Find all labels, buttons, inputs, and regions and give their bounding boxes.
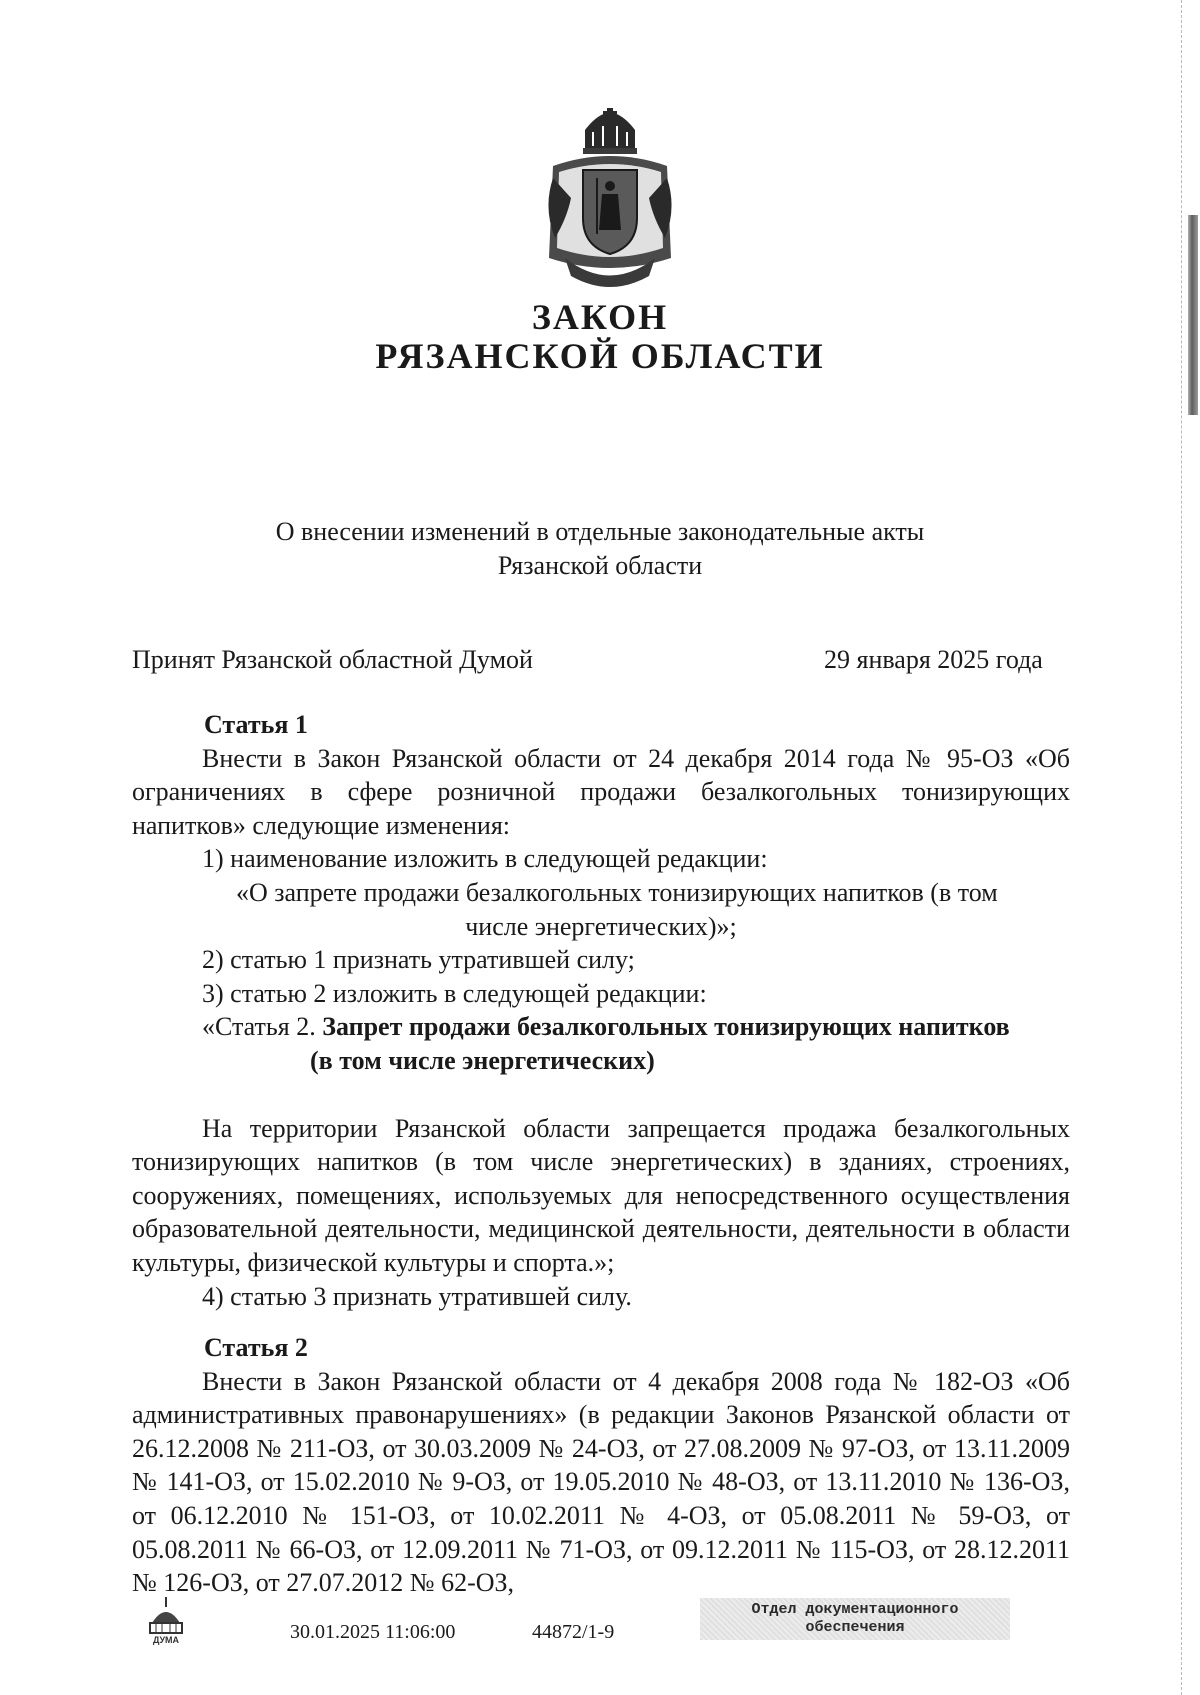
duma-logo-text: ДУМА [152,1635,180,1645]
article1-item1-quote-line1: «О запрете продажи безалкогольных тонизирующих напитков (в том [236,877,998,907]
article1-item1: 1) наименование изложить в следующей редакции: [202,844,768,874]
law-title: ЗАКОН [531,297,669,337]
new-article-title-line2: (в том числе энергетических) [310,1045,655,1075]
stamp-line1: Отдел документационного [751,1601,959,1618]
stamp-line2: обеспечения [805,1619,905,1636]
department-stamp [700,1598,1010,1640]
scan-edge [1181,0,1200,1695]
article1-item1-quote-line2: числе энергетических)»; [465,911,737,941]
law-subject [0,515,1200,583]
adoption-date: 29 января 2025 года [824,645,1043,674]
article1-heading: Статья 1 [204,710,308,739]
duma-logo-icon [142,1595,190,1645]
article1-item3: 3) статью 2 изложить в следующей редакции: [202,978,707,1008]
law-body [132,708,1070,1600]
adoption-body: Принят Рязанской областной Думой [132,645,533,674]
spacer [132,1313,1070,1331]
law-subject-line2: Рязанской области [497,551,703,580]
new-article-text: На территории Рязанской области запрещается продажа безалкогольных тонизирующих напитков (в том числе энергетических) в зданиях, строениях, сооружениях, помещениях, используемых для непосредственного осуществления образовательной деятельности, медицинской деятельности, деятельности в области культуры, физической культуры и спорта.»; [132,1113,1070,1277]
law-region-title: РЯЗАНСКОЙ ОБЛАСТИ [375,336,825,376]
new-article-prefix: «Статья 2. [202,1012,323,1042]
coat-of-arms-svg [545,108,675,298]
article2-heading: Статья 2 [204,1333,308,1363]
new-article-heading [132,1010,1070,1044]
spacer [132,1078,1070,1112]
footer-reg-number: 44872/1-9 [532,1621,615,1643]
law-subject-line1: О внесении изменений в отдельные законодательные акты [275,517,925,546]
footer-datetime: 30.01.2025 11:06:00 [290,1621,456,1643]
coat-of-arms-icon [545,108,675,298]
article2-intro: Внести в Закон Рязанской области от 4 декабря 2008 года № 182-ОЗ «Об административных правонарушениях» (в редакции Законов Рязанской области от 26.12.2008 № 211-ОЗ, от 30.03.2009 № 24-ОЗ, от 27.08.2009 № 97-ОЗ, от 13.11.2009 № 141-ОЗ, от 15.02.2010 № 9-ОЗ, от 19.05.2010 № 48-ОЗ, от 13.11.2010 № 136-ОЗ, от 06.12.2010 № 151-ОЗ, от 10.02.2011 № 4-ОЗ, от 05.08.2011 № 59-ОЗ, от 05.08.2011 № 66-ОЗ, от 12.09.2011 № 71-ОЗ, от 09.12.2011 № 115-ОЗ, от 28.12.2011 № 126-ОЗ, от 27.07.2012 № 62-ОЗ, [132,1366,1070,1598]
article1-intro: Внести в Закон Рязанской области от 24 декабря 2014 года № 95-ОЗ «Об ограничениях в сфере розничной продажи безалкогольных тонизирующих напитков» следующие изменения: [132,743,1070,840]
new-article-title-line1: Запрет продажи безалкогольных тонизирующих напитков [322,1012,1010,1042]
article1-item4: 4) статью 3 признать утратившей силу. [202,1281,632,1311]
article1-item2: 2) статью 1 признать утратившей силу; [202,945,635,975]
